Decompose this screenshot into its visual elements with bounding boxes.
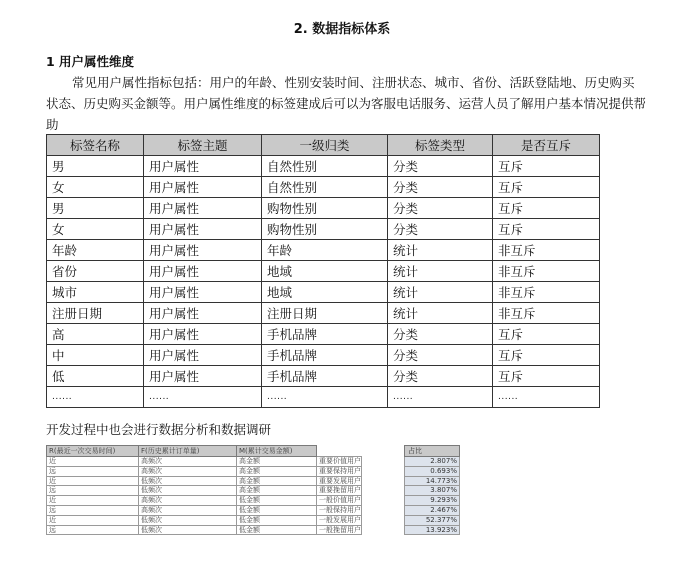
rfm-cell: 一般保持用户 [317,505,362,515]
table-cell: 手机品牌 [262,345,388,366]
rfm-cell: 重要保持用户 [317,466,362,476]
table-row [47,261,600,282]
percent-row [405,486,460,496]
table-cell: 注册日期 [47,303,144,324]
rfm-cell: 高频次 [139,496,237,506]
table-cell: ...... [493,387,600,408]
table-cell: 城市 [47,282,144,303]
table-header-row [47,135,600,156]
percent-cell: 2.467% [405,505,460,515]
table-cell: 用户属性 [144,303,262,324]
intro-paragraph: 常见用户属性指标包括：用户的年龄、性别安装时间、注册状态、城市、省份、活跃登陆地、历史购买状态、历史购买金额等。用户属性维度的标签建成后可以为客服电话服务、运营人员了解用户基本情况提供帮助 [46,75,647,132]
table-cell: 互斥 [493,177,600,198]
table-cell: 互斥 [493,198,600,219]
rfm-cell: 高金额 [237,466,317,476]
rfm-cell: 低频次 [139,515,237,525]
column-header: 标签主题 [144,135,262,156]
rfm-cell: 重要发展用户 [317,476,362,486]
rfm-cell: 一般价值用户 [317,496,362,506]
rfm-cell: 低金额 [237,505,317,515]
percent-cell: 9.293% [405,496,460,506]
table-cell: 中 [47,345,144,366]
table-cell: 分类 [388,366,493,387]
rfm-cell: 高频次 [139,505,237,515]
table-cell: 非互斥 [493,240,600,261]
rfm-column-header: M(累计交易金额) [237,446,317,457]
column-header: 是否互斥 [493,135,600,156]
rfm-cell: 低金额 [237,496,317,506]
section-title: 2. 数据指标体系 [293,22,391,37]
table-cell: 手机品牌 [262,324,388,345]
table-cell: 男 [47,198,144,219]
table-cell: 年龄 [262,240,388,261]
table-cell: 用户属性 [144,240,262,261]
table-cell: ...... [262,387,388,408]
rfm-cell: 远 [47,505,139,515]
rfm-cell: 一般发展用户 [317,515,362,525]
rfm-table [46,445,362,535]
rfm-cell: 低频次 [139,525,237,535]
table-cell: 用户属性 [144,324,262,345]
rfm-column-header: R(最近一次交易时间) [47,446,139,457]
percent-table [404,445,460,535]
table-row [47,324,600,345]
percent-cell: 3.807% [405,486,460,496]
table-cell: 互斥 [493,366,600,387]
analysis-note: 开发过程中也会进行数据分析和数据调研 [46,422,272,437]
table-row [47,303,600,324]
table-cell: 用户属性 [144,177,262,198]
table-cell: 分类 [388,324,493,345]
percent-row [405,496,460,506]
rfm-row [47,476,362,486]
rfm-cell: 低金额 [237,525,317,535]
percent-row [405,525,460,535]
rfm-cell: 重要挽留用户 [317,486,362,496]
table-cell: 互斥 [493,156,600,177]
rfm-cell: 低频次 [139,476,237,486]
rfm-cell: 高频次 [139,457,237,467]
rfm-cell: 远 [47,466,139,476]
table-cell: 年龄 [47,240,144,261]
rfm-cell: 低频次 [139,486,237,496]
percent-cell: 14.773% [405,476,460,486]
table-cell: 非互斥 [493,261,600,282]
rfm-cell: 高金额 [237,457,317,467]
rfm-cell: 近 [47,496,139,506]
subsection-title: 1 用户属性维度 [46,54,135,69]
percent-row [405,457,460,467]
table-cell: 用户属性 [144,282,262,303]
table-cell: 用户属性 [144,261,262,282]
table-cell: 用户属性 [144,198,262,219]
rfm-row [47,505,362,515]
table-cell: 购物性别 [262,219,388,240]
percent-cell: 13.923% [405,525,460,535]
column-header: 一级归类 [262,135,388,156]
table-cell: 购物性别 [262,198,388,219]
user-attribute-table [46,134,600,408]
rfm-cell: 高金额 [237,476,317,486]
table-cell: 省份 [47,261,144,282]
table-cell: 分类 [388,156,493,177]
rfm-cell: 高频次 [139,466,237,476]
table-cell: 高 [47,324,144,345]
table-cell: 自然性别 [262,156,388,177]
table-cell: 互斥 [493,324,600,345]
rfm-cell: 近 [47,476,139,486]
table-cell: 地域 [262,282,388,303]
table-cell: 统计 [388,240,493,261]
column-header: 标签类型 [388,135,493,156]
table-cell: ...... [144,387,262,408]
table-cell: 男 [47,156,144,177]
table-cell: 用户属性 [144,345,262,366]
rfm-row [47,457,362,467]
percent-row [405,466,460,476]
table-row [47,345,600,366]
percent-header: 占比 [405,446,460,457]
table-cell: 非互斥 [493,303,600,324]
table-row [47,177,600,198]
rfm-cell: 重要价值用户 [317,457,362,467]
table-row [47,219,600,240]
percent-row [405,515,460,525]
rfm-row [47,466,362,476]
rfm-row [47,525,362,535]
percent-cell: 52.377% [405,515,460,525]
rfm-column-header: F(历史累计订单量) [139,446,237,457]
rfm-column-header [317,446,362,457]
table-cell: 互斥 [493,345,600,366]
rfm-row [47,486,362,496]
table-cell: 分类 [388,177,493,198]
percent-cell: 0.693% [405,466,460,476]
table-cell: 用户属性 [144,156,262,177]
table-cell: 注册日期 [262,303,388,324]
rfm-cell: 低金额 [237,515,317,525]
percent-cell: 2.807% [405,457,460,467]
table-row [47,387,600,408]
rfm-cell: 近 [47,457,139,467]
table-cell: 女 [47,177,144,198]
rfm-cell: 远 [47,525,139,535]
table-cell: 自然性别 [262,177,388,198]
table-cell: 地域 [262,261,388,282]
rfm-cell: 远 [47,486,139,496]
rfm-cell: 一般挽留用户 [317,525,362,535]
table-row [47,366,600,387]
table-cell: 分类 [388,198,493,219]
table-cell: 女 [47,219,144,240]
table-cell: 统计 [388,261,493,282]
table-row [47,198,600,219]
rfm-cell: 近 [47,515,139,525]
table-row [47,282,600,303]
table-cell: 手机品牌 [262,366,388,387]
table-cell: 互斥 [493,219,600,240]
table-cell: ...... [47,387,144,408]
rfm-cell: 高金额 [237,486,317,496]
percent-row [405,476,460,486]
table-cell: 低 [47,366,144,387]
table-cell: 统计 [388,303,493,324]
table-row [47,240,600,261]
rfm-row [47,496,362,506]
table-cell: 用户属性 [144,366,262,387]
table-cell: 用户属性 [144,219,262,240]
table-row [47,156,600,177]
percent-row [405,505,460,515]
table-cell: 统计 [388,282,493,303]
table-cell: 分类 [388,219,493,240]
table-cell: 分类 [388,345,493,366]
table-cell: 非互斥 [493,282,600,303]
table-cell: ...... [388,387,493,408]
rfm-row [47,515,362,525]
column-header: 标签名称 [47,135,144,156]
rfm-header-row [47,446,362,457]
